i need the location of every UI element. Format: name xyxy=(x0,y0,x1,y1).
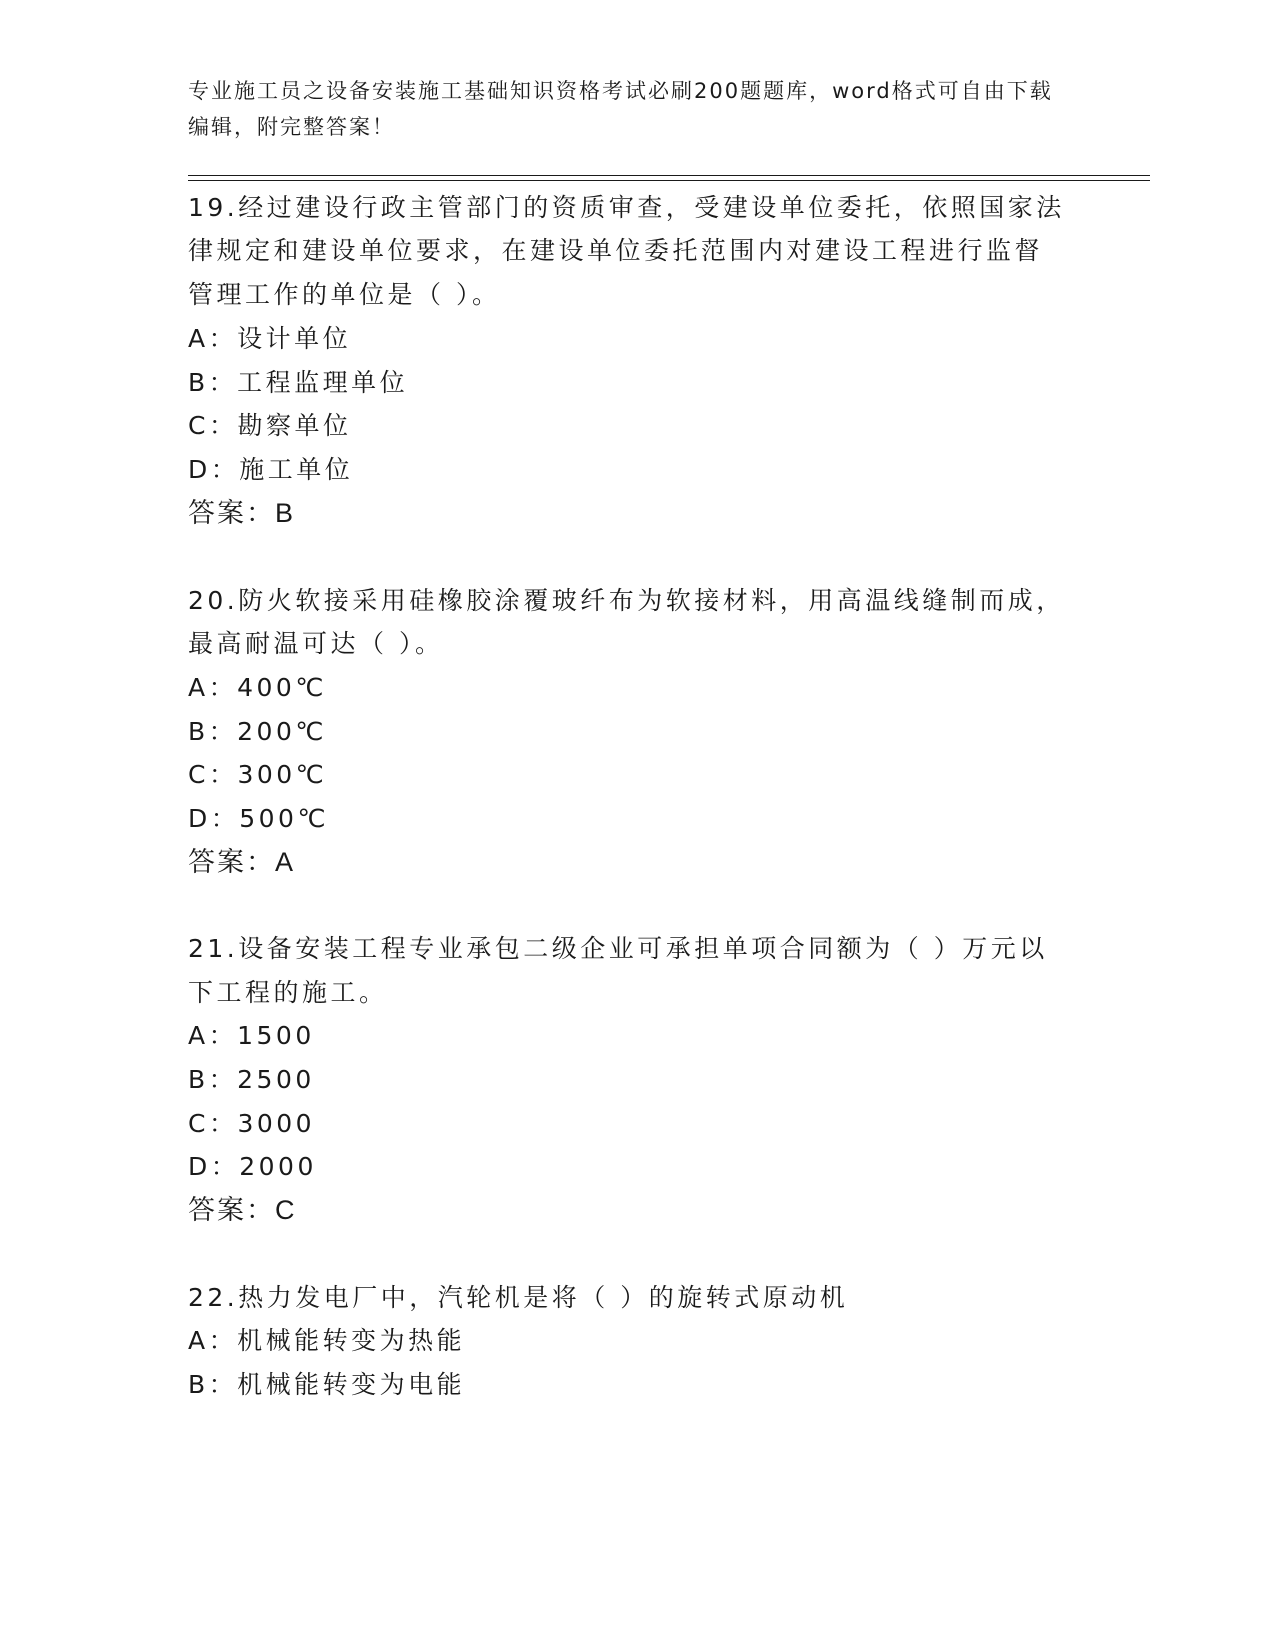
question-20-answer: 答案：A xyxy=(188,847,296,877)
question-22-stem-line-1: 22.热力发电厂中，汽轮机是将（ ）的旋转式原动机 xyxy=(188,1283,849,1312)
document-header: 专业施工员之设备安装施工基础知识资格考试必刷200题题库，word格式可自由下载编辑，附完整答案！ xyxy=(188,79,1053,139)
question-19-stem-line-2: 律规定和建设单位要求，在建设单位委托范围内对建设工程进行监督 xyxy=(188,236,1044,265)
question-21-stem-line-2: 下工程的施工。 xyxy=(188,978,388,1007)
question-21-option-b: B：2500 xyxy=(188,1065,315,1094)
question-19-option-a: A：设计单位 xyxy=(188,324,352,353)
header-divider-bottom xyxy=(188,180,1150,181)
question-19-stem-line-1: 19.经过建设行政主管部门的资质审查，受建设单位委托，依照国家法 xyxy=(188,193,1065,222)
question-22-option-a: A：机械能转变为热能 xyxy=(188,1326,466,1355)
question-20-stem-line-1: 20.防火软接采用硅橡胶涂覆玻纤布为软接材料，用高温线缝制而成， xyxy=(188,586,1065,615)
header-divider-top xyxy=(188,175,1150,176)
question-21-option-a: A：1500 xyxy=(188,1021,315,1050)
question-20-option-b: B：200℃ xyxy=(188,717,327,746)
question-19-stem-line-3: 管理工作的单位是（ ）。 xyxy=(188,280,501,309)
question-21-answer: 答案：C xyxy=(188,1195,297,1225)
question-19-answer: 答案：B xyxy=(188,498,296,528)
question-21-stem-line-1: 21.设备安装工程专业承包二级企业可承担单项合同额为（ ）万元以 xyxy=(188,934,1048,963)
question-19-option-c: C：勘察单位 xyxy=(188,411,352,440)
question-20-stem-line-2: 最高耐温可达（ ）。 xyxy=(188,629,444,658)
question-20-option-c: C：300℃ xyxy=(188,760,328,789)
question-19-option-d: D：施工单位 xyxy=(188,455,354,484)
question-21-option-c: C：3000 xyxy=(188,1109,316,1138)
question-20-option-d: D：500℃ xyxy=(188,804,330,833)
question-21-option-d: D：2000 xyxy=(188,1152,317,1181)
question-19-option-b: B：工程监理单位 xyxy=(188,368,409,397)
question-20-option-a: A：400℃ xyxy=(188,673,327,702)
question-22-option-b: B：机械能转变为电能 xyxy=(188,1370,466,1399)
